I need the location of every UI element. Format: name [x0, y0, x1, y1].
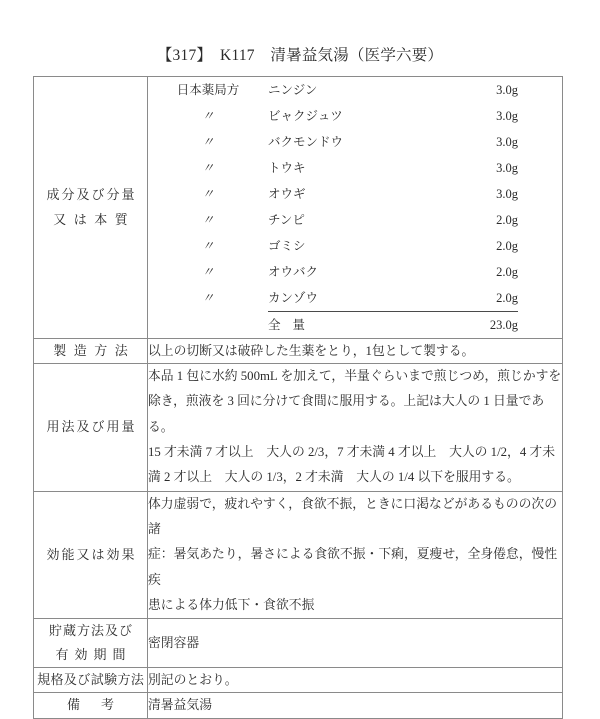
row-label-efficacy [34, 491, 148, 619]
ingredient-name: オウギ [268, 181, 408, 207]
ingredient-total-row [148, 312, 563, 339]
ingredient-amount: 3.0g [408, 181, 518, 207]
table-row-storage [34, 619, 563, 668]
row-label-ingredients-line1: 成分及び分量 [46, 187, 137, 203]
ingredient-spacer [518, 129, 563, 155]
table-row-efficacy [34, 491, 563, 619]
ingredient-name: バクモンドウ [268, 129, 408, 155]
table-row-remarks [34, 693, 563, 718]
ingredient-source: 〃 [148, 103, 268, 129]
total-label: 全量 [268, 312, 408, 339]
ingredients-cell [148, 77, 563, 339]
row-label-storage [34, 619, 148, 668]
ingredient-amount: 3.0g [408, 77, 518, 103]
ingredient-spacer [518, 181, 563, 207]
row-label-ingredients [34, 77, 148, 339]
ingredient-spacer [518, 259, 563, 285]
table-row-manufacturing [34, 339, 563, 364]
row-label-efficacy-text: 効能又は効果 [46, 546, 137, 562]
row-label-specification-text: 規格及び試験方法 [37, 672, 145, 688]
ingredient-spacer [518, 285, 563, 312]
row-label-dosage-text: 用法及び用量 [46, 419, 137, 435]
row-label-manufacturing [34, 339, 148, 364]
ingredient-source: 〃 [148, 233, 268, 259]
table-row-specification [34, 668, 563, 693]
efficacy-value [148, 491, 563, 619]
ingredients-list [148, 77, 563, 338]
row-label-manufacturing-text: 製造方法 [53, 343, 136, 358]
efficacy-line-2: 症：暑気あたり，暑さによる食欲不振・下痢，夏瘦せ，全身倦怠，慢性疾 [148, 547, 558, 587]
ingredient-spacer [518, 77, 563, 103]
table-row-dosage [34, 364, 563, 492]
ingredient-amount: 2.0g [408, 259, 518, 285]
ingredient-name: チンピ [268, 207, 408, 233]
ingredient-name: トウキ [268, 155, 408, 181]
row-label-dosage [34, 364, 148, 492]
ingredient-source: 〃 [148, 259, 268, 285]
row-label-storage-line1: 貯蔵方法及び [48, 623, 133, 639]
efficacy-line-1: 体力虚弱で，疲れやすく，食欲不振，ときに口渇などがあるものの次の諸 [148, 496, 557, 537]
row-label-ingredients-line2: 又は本質 [53, 211, 136, 227]
dosage-line-1: 本品 1 包に水約 500mL を加えて，半量ぐらいまで煎じつめ，煎じかすを [148, 369, 562, 384]
ingredient-name: カンゾウ [268, 285, 408, 312]
ingredient-spacer [518, 207, 563, 233]
dosage-value [148, 364, 563, 492]
dosage-line-2: 除き，煎液を 3 回に分けて食間に服用する。上記は大人の 1 日量である。 [148, 394, 545, 434]
ingredient-row [148, 181, 563, 207]
ingredient-source: 〃 [148, 285, 268, 312]
ingredient-row [148, 77, 563, 103]
ingredient-spacer [518, 103, 563, 129]
ingredient-spacer [518, 233, 563, 259]
ingredient-source: 〃 [148, 155, 268, 181]
ingredient-amount: 2.0g [408, 233, 518, 259]
table-row-ingredients [34, 77, 563, 339]
ingredient-amount: 2.0g [408, 207, 518, 233]
drug-specification-table [33, 76, 563, 719]
ingredient-row [148, 207, 563, 233]
efficacy-line-3: 患による体力低下・食欲不振 [148, 598, 315, 612]
ingredient-row [148, 155, 563, 181]
ingredient-name: ビャクジュツ [268, 103, 408, 129]
row-label-remarks-text: 備考 [66, 697, 135, 713]
ingredient-source: 〃 [148, 181, 268, 207]
ingredient-source: 〃 [148, 129, 268, 155]
ingredient-amount: 2.0g [408, 285, 518, 312]
ingredient-row [148, 259, 563, 285]
row-label-storage-line2: 有効期間 [55, 647, 132, 663]
ingredient-name: オウバク [268, 259, 408, 285]
manufacturing-value: 以上の切断又は破砕した生薬をとり，1包として製する。 [148, 339, 563, 364]
ingredient-row [148, 129, 563, 155]
ingredient-amount: 3.0g [408, 155, 518, 181]
ingredient-amount: 3.0g [408, 103, 518, 129]
ingredient-spacer [518, 155, 563, 181]
ingredient-amount: 3.0g [408, 129, 518, 155]
storage-value: 密閉容器 [148, 619, 563, 668]
ingredient-row-last [148, 285, 563, 312]
row-label-specification [34, 668, 148, 693]
ingredient-source: 〃 [148, 207, 268, 233]
ingredient-name: ニンジン [268, 77, 408, 103]
dosage-line-3: 15 才未満 7 才以上 大人の 2/3，7 才未満 4 才以上 大人の 1/2，4 才未 [148, 445, 556, 460]
total-amount: 23.0g [408, 312, 518, 339]
ingredient-spacer [518, 312, 563, 339]
remarks-value: 清暑益気湯 [148, 693, 563, 718]
ingredient-name: ゴミシ [268, 233, 408, 259]
ingredient-source: 日本薬局方 [148, 77, 268, 103]
dosage-line-4: 満 2 才以上 大人の 1/3，2 才未満 大人の 1/4 以下を服用する。 [148, 470, 520, 485]
total-spacer [148, 312, 268, 339]
ingredient-row [148, 103, 563, 129]
specification-value: 別記のとおり。 [148, 668, 563, 693]
row-label-remarks [34, 693, 148, 718]
page-title: 【317】 K117 清暑益気湯（医学六要） [156, 47, 444, 64]
ingredient-row [148, 233, 563, 259]
